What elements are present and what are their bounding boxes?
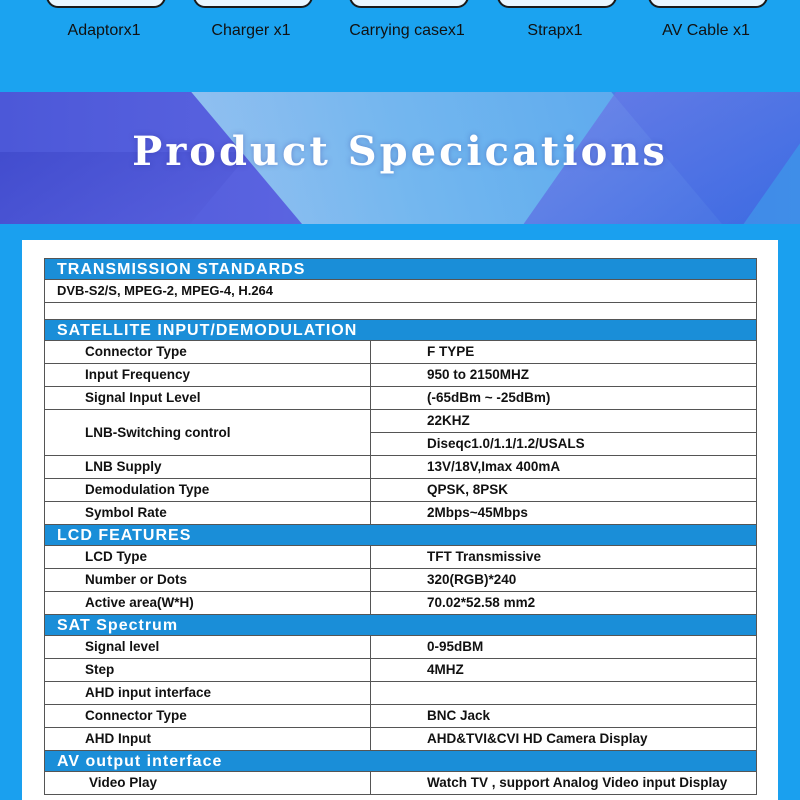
spec-label: Number or Dots xyxy=(45,569,371,592)
spec-label: Active area(W*H) xyxy=(45,592,371,615)
spec-value: 13V/18V,Imax 400mA xyxy=(371,456,757,479)
table-row xyxy=(45,546,757,569)
spec-value: BNC Jack xyxy=(371,705,757,728)
accessory-box xyxy=(497,0,617,8)
spec-value: 320(RGB)*240 xyxy=(371,569,757,592)
spec-value: 4MHZ xyxy=(371,659,757,682)
section-title: TRANSMISSION STANDARDS xyxy=(45,259,757,280)
accessory-label: Strapx1 xyxy=(527,22,583,39)
table-row xyxy=(45,364,757,387)
accessory-label: AV Cable x1 xyxy=(662,22,750,39)
specifications-banner xyxy=(0,92,800,224)
spec-label: Connector Type xyxy=(45,341,371,364)
table-row xyxy=(45,280,757,303)
spec-value: 22KHZ xyxy=(371,410,757,433)
table-row xyxy=(45,682,757,705)
table-row xyxy=(45,636,757,659)
spec-label: Demodulation Type xyxy=(45,479,371,502)
section-title: AV output interface xyxy=(45,751,757,772)
accessory-adaptor xyxy=(34,0,174,70)
accessory-label: Adaptorx1 xyxy=(67,22,141,39)
accessory-box xyxy=(648,0,768,8)
spec-value: TFT Transmissive xyxy=(371,546,757,569)
section-title: SATELLITE INPUT/DEMODULATION xyxy=(45,320,757,341)
spec-value: 70.02*52.58 mm2 xyxy=(371,592,757,615)
table-row xyxy=(45,659,757,682)
accessory-label: Charger x1 xyxy=(211,22,291,39)
spec-label: Connector Type xyxy=(45,705,371,728)
accessory-label: Carrying casex1 xyxy=(349,22,465,39)
table-row xyxy=(45,456,757,479)
table-row xyxy=(45,479,757,502)
spec-value: AHD&TVI&CVI HD Camera Display xyxy=(371,728,757,751)
table-row xyxy=(45,387,757,410)
spec-value: 950 to 2150MHZ xyxy=(371,364,757,387)
banner-title: Product Specications xyxy=(132,128,668,175)
accessory-av-cable xyxy=(636,0,776,70)
spec-value: (-65dBm ~ -25dBm) xyxy=(371,387,757,410)
spec-value: F TYPE xyxy=(371,341,757,364)
spec-label: Input Frequency xyxy=(45,364,371,387)
table-row xyxy=(45,592,757,615)
section-header-transmission xyxy=(45,259,757,280)
spec-value: 2Mbps~45Mbps xyxy=(371,502,757,525)
spec-value xyxy=(371,682,757,705)
section-header-spectrum xyxy=(45,615,757,636)
spec-label: Symbol Rate xyxy=(45,502,371,525)
section-title: LCD FEATURES xyxy=(45,525,757,546)
accessory-box xyxy=(349,0,469,8)
spec-value: QPSK, 8PSK xyxy=(371,479,757,502)
blank-cell xyxy=(45,303,757,320)
spec-label: Video Play xyxy=(45,772,371,795)
spec-label: LNB Supply xyxy=(45,456,371,479)
table-row xyxy=(45,569,757,592)
accessory-charger xyxy=(181,0,321,70)
table-row xyxy=(45,410,757,433)
spec-label: LNB-Switching control xyxy=(45,410,371,456)
spec-label: AHD Input xyxy=(45,728,371,751)
spec-table xyxy=(44,258,757,795)
spec-label: Signal level xyxy=(45,636,371,659)
accessory-strap xyxy=(485,0,625,70)
accessory-box xyxy=(46,0,166,8)
spec-label: LCD Type xyxy=(45,546,371,569)
table-row xyxy=(45,502,757,525)
accessory-box xyxy=(193,0,313,8)
table-row xyxy=(45,728,757,751)
section-title: SAT Spectrum xyxy=(45,615,757,636)
section-header-satellite xyxy=(45,320,757,341)
table-row xyxy=(45,341,757,364)
spec-label: AHD input interface xyxy=(45,682,371,705)
table-row xyxy=(45,303,757,320)
spec-card xyxy=(22,240,778,800)
table-row xyxy=(45,705,757,728)
accessories-strip xyxy=(0,0,800,92)
section-header-lcd xyxy=(45,525,757,546)
table-row xyxy=(45,772,757,795)
transmission-value: DVB-S2/S, MPEG-2, MPEG-4, H.264 xyxy=(45,280,757,303)
spec-label: Step xyxy=(45,659,371,682)
spec-value: Diseqc1.0/1.1/1.2/USALS xyxy=(371,433,757,456)
spec-value: 0-95dBM xyxy=(371,636,757,659)
spec-label: Signal Input Level xyxy=(45,387,371,410)
spec-value: Watch TV , support Analog Video input Display xyxy=(371,772,757,795)
accessory-carrying-case xyxy=(337,0,477,70)
section-header-av-output xyxy=(45,751,757,772)
